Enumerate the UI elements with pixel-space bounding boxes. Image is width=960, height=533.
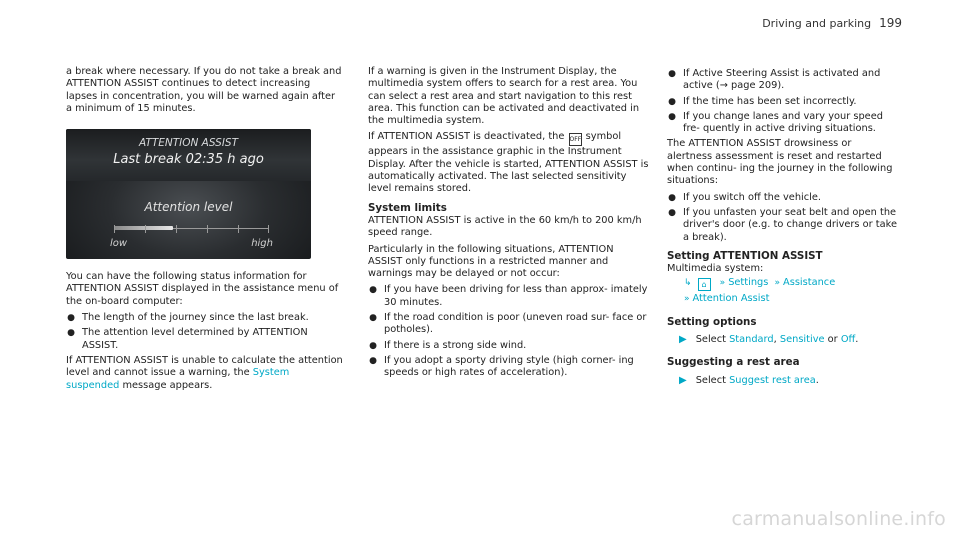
bullet-icon: ●: [668, 207, 676, 218]
attention-assist-off-icon: OFF: [569, 133, 582, 146]
list-item: ● If the time has been set incorrectly.: [668, 95, 857, 107]
screen-last-break: Last break 02:35 h ago: [113, 152, 264, 168]
heading-setting-options: Setting options: [667, 315, 757, 328]
column-1: [66, 66, 343, 396]
action-triangle-icon: ▶: [679, 374, 687, 386]
column-2: [368, 66, 650, 383]
heading-system-limits: System limits: [368, 201, 447, 214]
bullet-icon: ●: [668, 96, 676, 107]
double-chevron-icon: »: [774, 278, 781, 289]
attention-level-scale: [114, 225, 269, 233]
list-item: ● If you have been driving for less than approx- imately 30 minutes.: [369, 284, 648, 308]
action-step: ▶ Select Suggest rest area.: [679, 374, 819, 386]
bullet-icon: ●: [369, 313, 377, 324]
double-chevron-icon: »: [719, 278, 726, 289]
paragraph: The ATTENTION ASSIST drowsiness or alertness assessment is reset and restarted when continu- ing the journey in the following situations:: [667, 138, 893, 187]
paragraph: If ATTENTION ASSIST is unable to calculate the attention level and cannot issue a warning, the System suspended message appears.: [66, 354, 343, 391]
paragraph: a break where necessary. If you do not take a break and ATTENTION ASSIST continues to detect increasing lapses in concentration, you will be warned again after a minimum of 15 minutes.: [66, 66, 342, 114]
bullet-icon: ●: [369, 285, 377, 296]
option-sensitive: Sensitive: [779, 334, 825, 346]
paragraph: If a warning is given in the Instrument Display, the multimedia system offers to search for a rest area. You can select a rest area and start navigation to this rest area. This function can be activated and deactivated in the multimedia system.: [368, 66, 640, 127]
scale-fill: [114, 226, 173, 230]
list-item: ● If you adopt a sporty driving style (high corner- ing speeds or high rates of acceleration).: [369, 354, 634, 379]
screen-title: ATTENTION ASSIST: [138, 137, 239, 150]
list-item: ● If there is a strong side wind.: [369, 339, 527, 351]
menu-assistance: Assistance: [783, 277, 836, 289]
system-suspended-message: System suspended: [66, 367, 290, 391]
action-step: ▶ Select Standard, Sensitive or Off.: [679, 334, 859, 346]
section-title: Driving and parking: [762, 17, 872, 30]
list-item: ● If you change lanes and vary your speed fre- quently in active driving situations.: [668, 110, 883, 135]
scale-tick: [268, 225, 269, 233]
bullet-icon: ●: [369, 340, 377, 351]
paragraph: If ATTENTION ASSIST is deactivated, the OFF symbol appears in the assistance graphic in the Instrument Display. After the vehicle is started, ATTENTION ASSIST is automatically activated. The last selected sensitivity level remains stored.: [368, 131, 649, 195]
return-arrow-icon: ↳: [684, 278, 692, 289]
scale-high-label: high: [251, 238, 273, 250]
menu-attention-assist: Attention Assist: [692, 293, 770, 305]
menu-settings: Settings: [728, 277, 769, 289]
option-off: Off: [840, 334, 856, 346]
paragraph: Particularly in the following situations, ATTENTION ASSIST only functions in a restricted manner and warnings may be delayed or not occur:: [368, 243, 614, 280]
option-suggest-rest-area: Suggest rest area: [729, 374, 816, 386]
list-item: ● The attention level determined by ATTENTION ASSIST.: [67, 327, 308, 351]
scale-low-label: low: [110, 238, 128, 250]
heading-suggest-rest-area: Suggesting a rest area: [667, 356, 800, 369]
list-item: ● If you unfasten your seat belt and open the driver's door (e.g. to change drivers or take a break).: [668, 206, 897, 243]
screen-level-label: Attention level: [144, 200, 233, 215]
list-item: ● If Active Steering Assist is activated and active (→ page 209).: [668, 68, 881, 92]
option-standard: Standard: [729, 334, 774, 346]
scale-tick: [145, 225, 146, 233]
bullet-icon: ●: [668, 192, 676, 203]
list-item: ● The length of the journey since the last break.: [67, 312, 309, 324]
menu-path-continued: [681, 293, 899, 305]
home-icon: ⌂: [698, 278, 711, 291]
bullet-icon: ●: [67, 313, 75, 324]
scale-tick: [114, 225, 115, 233]
list-item: ● If the road condition is poor (uneven road sur- face or potholes).: [369, 312, 647, 336]
column-3: [667, 66, 899, 387]
watermark: carmanualsonline.info: [731, 508, 946, 530]
scale-tick: [207, 225, 208, 233]
bullet-icon: ●: [67, 328, 75, 339]
page-number: 199: [879, 16, 902, 30]
action-triangle-icon: ▶: [679, 334, 687, 346]
menu-path: [681, 277, 899, 291]
list-item: ● If you switch off the vehicle.: [668, 191, 822, 203]
heading-setting-attention-assist: Setting ATTENTION ASSIST: [667, 249, 823, 262]
page-header: [762, 16, 902, 30]
double-chevron-icon: »: [684, 294, 690, 305]
bullet-icon: ●: [668, 111, 676, 122]
bullet-icon: ●: [369, 355, 377, 366]
paragraph: ATTENTION ASSIST is active in the 60 km/h to 200 km/h speed range.: [368, 214, 642, 239]
attention-assist-screen-image: [66, 129, 311, 259]
scale-tick: [238, 225, 239, 233]
scale-tick: [176, 225, 177, 233]
multimedia-system-label: Multimedia system:: [667, 263, 764, 275]
bullet-icon: ●: [668, 69, 676, 79]
paragraph: You can have the following status information for ATTENTION ASSIST displayed in the assistance menu of the on-board computer:: [66, 271, 339, 307]
